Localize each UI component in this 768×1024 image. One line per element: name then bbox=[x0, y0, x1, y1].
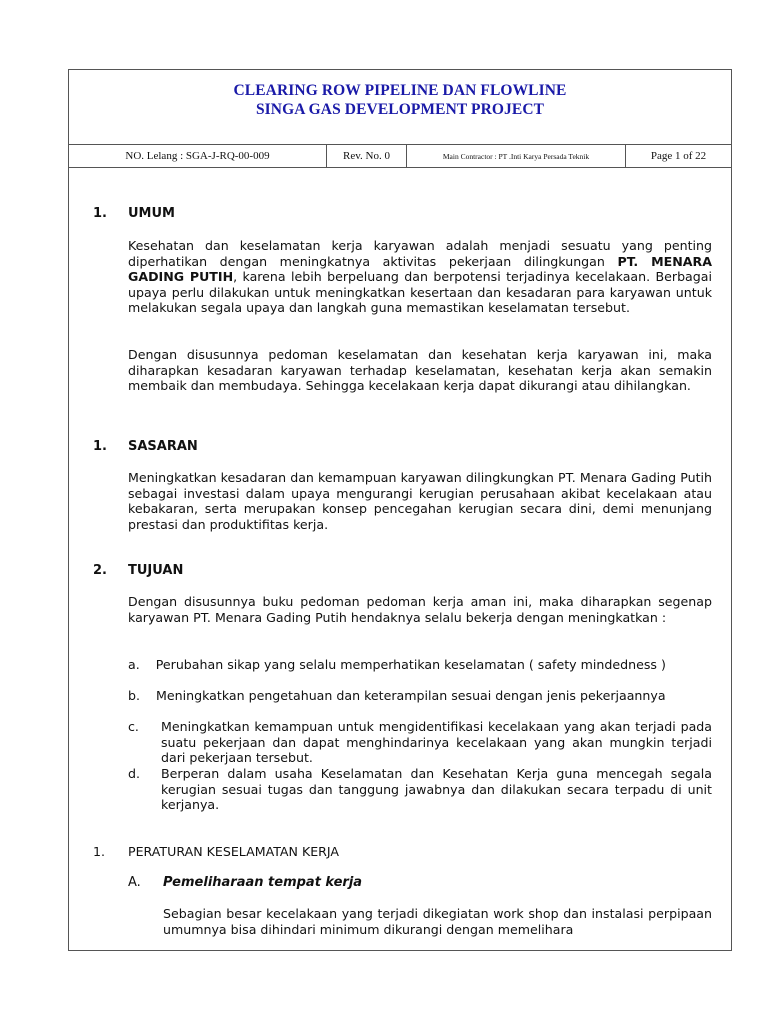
document-title-box bbox=[69, 70, 731, 145]
tujuan-paragraph: Dengan disusunnya buku pedoman pedoman kerja aman ini, maka diharapkan segenap karyawan PT. Menara Gading Putih hendaknya selalu bekerja dengan meningkatkan : bbox=[128, 594, 712, 625]
document-info-row bbox=[69, 145, 731, 168]
list-item-text: Perubahan sikap yang selalu memperhatikan keselamatan ( safety mindedness ) bbox=[155, 657, 666, 672]
section-number: 1. bbox=[93, 206, 107, 221]
list-item bbox=[128, 688, 712, 704]
section-number: 1. bbox=[93, 844, 106, 859]
section-number: 2. bbox=[93, 563, 107, 578]
lelang-number: NO. Lelang : SGA-J-RQ-00-009 bbox=[69, 145, 327, 167]
list-item-label: b. bbox=[128, 688, 140, 703]
list-item-label: c. bbox=[128, 719, 139, 734]
paragraph-text: , karena lebih berpeluang dan berpotensi terjadinya kecelakaan. Berbagai upaya perlu dilakukan untuk meningkatkan kesertaan dan kesadaran para karyawan untuk melakukan segala upaya dan langkah guna memastikan keselamatan tersebut. bbox=[128, 269, 712, 316]
list-item-label: a. bbox=[128, 657, 140, 672]
list-item-text: Meningkatkan kemampuan untuk mengidentifikasi kecelakaan yang akan terjadi pada suatu pekerjaan dan dapat menghindarinya kecelakaan yang akan mungkin terjadi dari pekerjaan tersebut. bbox=[161, 719, 712, 766]
revision-number: Rev. No. 0 bbox=[327, 145, 407, 167]
main-contractor: Main Contractor : PT .Inti Karya Persada Teknik bbox=[407, 145, 626, 167]
list-item-text: Berperan dalam usaha Keselamatan dan Kesehatan Kerja guna mencegah segala kerugian sesuai tugas dan tanggung jawabnya dan dilakukan secara terpadu di unit kerjanya. bbox=[161, 766, 712, 813]
paragraph-text: Kesehatan dan keselamatan kerja karyawan adalah menjadi sesuatu yang penting diperhatikan dengan meningkatnya aktivitas pekerjaan dilingkungan bbox=[128, 238, 712, 269]
company-name: PT. MENARA GADING PUTIH bbox=[128, 253, 712, 285]
umum-paragraph-2: Dengan disusunnya pedoman keselamatan dan kesehatan kerja karyawan ini, maka diharapkan kesadaran karyawan terhadap keselamatan, kesehatan kerja akan semakin membaik dan membudaya. Sehingga kecelakaan kerja dapat dikurangi atau dihilangkan. bbox=[128, 347, 712, 394]
list-item-text: Meningkatkan pengetahuan dan keterampilan sesuai dengan jenis pekerjaannya bbox=[156, 688, 666, 703]
sasaran-paragraph: Meningkatkan kesadaran dan kemampuan karyawan dilingkungkan PT. Menara Gading Putih sebagai investasi dalam upaya mengurangi kerugian perusahaan akibat kecelakaan atau kebakaran, serta merupakan konsep pencegahan kerugian secara dini, demi menunjang prestasi dan produktifitas kerja. bbox=[128, 470, 712, 532]
list-item-label: d. bbox=[128, 766, 140, 781]
document-title: CLEARING ROW PIPELINE DAN FLOWLINE bbox=[233, 82, 567, 99]
peraturan-paragraph: Sebagian besar kecelakaan yang terjadi dikegiatan work shop dan instalasi perpipaan umumnya bisa dihindari minimum dikurangi dengan memelihara bbox=[163, 906, 712, 937]
page-number: Page 1 of 22 bbox=[650, 150, 707, 162]
list-item bbox=[128, 657, 712, 673]
subsection-title: Pemeliharaan tempat kerja bbox=[163, 875, 363, 890]
section-title: TUJUAN bbox=[128, 563, 184, 578]
section-title: PERATURAN KESELAMATAN KERJA bbox=[128, 844, 340, 859]
umum-paragraph-1 bbox=[128, 238, 712, 316]
document-subtitle: SINGA GAS DEVELOPMENT PROJECT bbox=[255, 101, 545, 118]
section-number: 1. bbox=[93, 439, 107, 454]
section-title: SASARAN bbox=[128, 439, 198, 454]
section-title: UMUM bbox=[128, 206, 175, 221]
subsection-label: A. bbox=[128, 875, 141, 890]
